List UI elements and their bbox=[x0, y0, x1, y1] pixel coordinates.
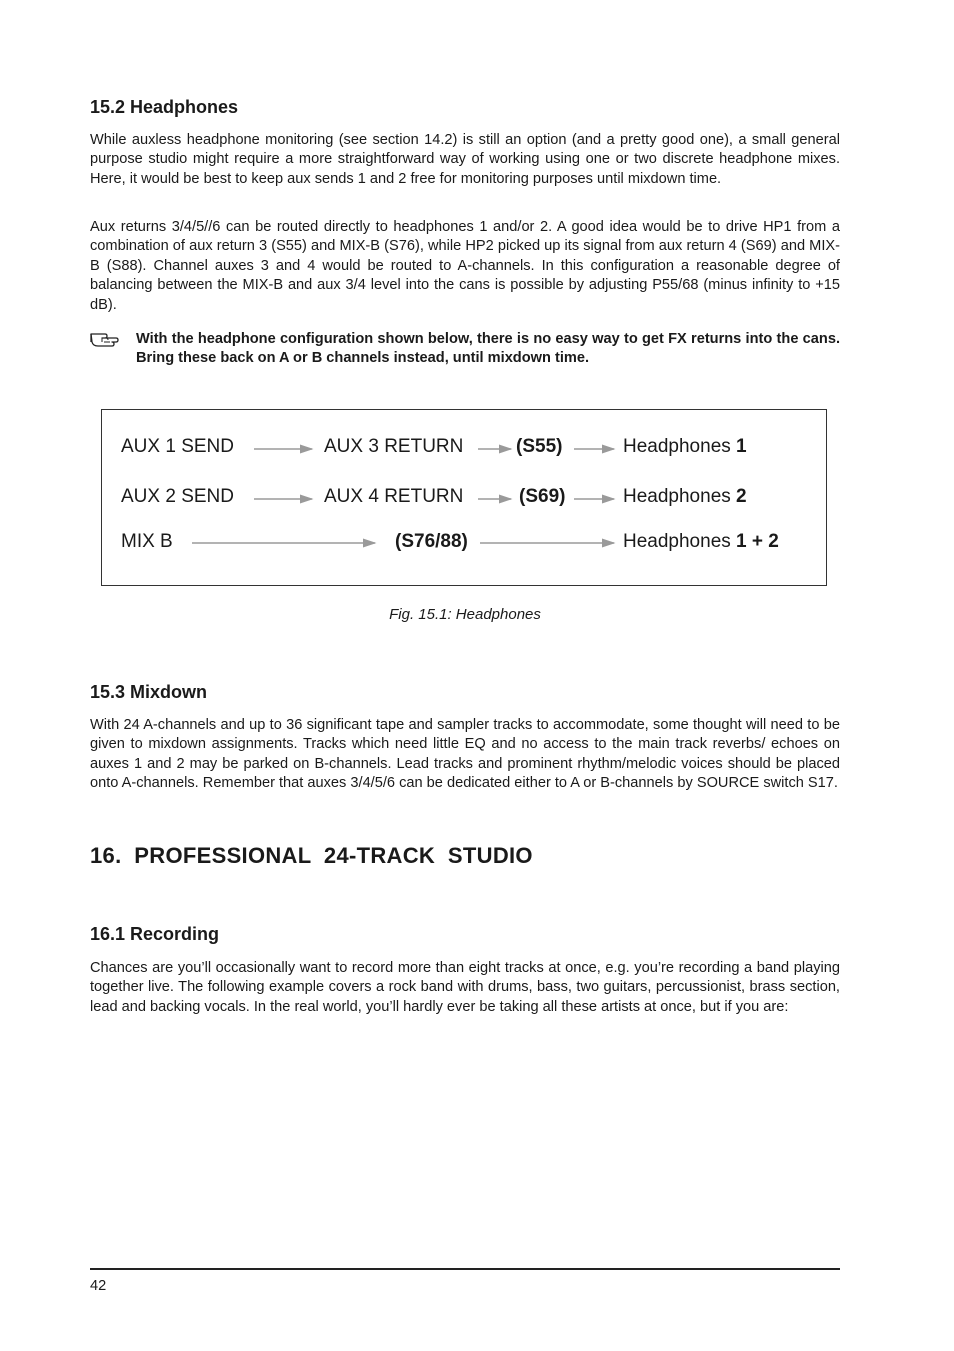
section-15-2-paragraph-2: Aux returns 3/4/5//6 can be routed directly to headphones 1 and/or 2. A good idea would be to drive HP1 from a combination of aux return 3 (S55) and MIX-B (S76), while HP2 picked up its signal from aux return 4 (S69) and MIX-B (S88). Channel auxes 3 and 4 would be routed to A-channels. In this configuration a reasonable degree of balancing between the MIX-B and aux 3/4 level into the cans is possible by adjusting P55/68 (minus infinity to +15 dB). bbox=[90, 219, 840, 313]
aux-3-return-label: AUX 3 RETURN bbox=[324, 436, 464, 457]
switch-s55-label: (S55) bbox=[516, 436, 563, 457]
pointing-hand-icon bbox=[90, 328, 122, 348]
section-16-1-paragraph: Chances are you’ll occasionally want to record more than eight tracks at once, e.g. you’re recording a band playing together live. The following example covers a rock band with drums, bass, two guitars, percussionist, brass section, lead and backing vocals. In the real world, you’ll hardly ever be taking all these artists at once, but if you are: bbox=[90, 960, 840, 1015]
aux-2-send-label: AUX 2 SEND bbox=[121, 486, 234, 507]
section-15-2-heading: 15.2 Headphones bbox=[90, 97, 239, 117]
footer-rule bbox=[90, 1268, 840, 1270]
aux-1-send-label: AUX 1 SEND bbox=[121, 436, 234, 457]
section-15-3-paragraph: With 24 A-channels and up to 36 significant tape and sampler tracks to accommodate, some thought will need to be given to mixdown assignments. Tracks which need little EQ and no access to the main track reverbs/ echoes on auxes 1 and 2 may be parked on B-channels. Lead tracks and prominent rhythm/melodic voices should be placed onto A-channels. Remember that auxes 3/4/5/6 can be dedicated either to A or B-channels by SOURCE switch S17. bbox=[90, 717, 840, 792]
headphones-1-label: Headphones 1 bbox=[623, 436, 747, 457]
headphones-1-2-label: Headphones 1 + 2 bbox=[623, 531, 779, 552]
switch-s69-label: (S69) bbox=[519, 486, 566, 507]
chapter-16-title: 16. PROFESSIONAL 24-TRACK STUDIO bbox=[90, 843, 533, 868]
figure-caption: Fig. 15.1: Headphones bbox=[389, 606, 541, 623]
aux-4-return-label: AUX 4 RETURN bbox=[324, 486, 464, 507]
mix-b-label: MIX B bbox=[121, 531, 173, 552]
switch-s76-88-label: (S76/88) bbox=[395, 531, 468, 552]
page-number: 42 bbox=[90, 1278, 107, 1294]
headphones-2-label: Headphones 2 bbox=[623, 486, 747, 507]
headphone-note: With the headphone configuration shown below, there is no easy way to get FX returns into the cans. Bring these back on A or B channels instead, until mixdown time. bbox=[136, 331, 840, 367]
section-15-2-paragraph-1: While auxless headphone monitoring (see section 14.2) is still an option (and a pretty good one), a small general purpose studio might require a more straightforward way of working using one or two discrete headphone mixes. Here, it would be best to keep aux sends 1 and 2 free for monitoring purposes until mixdown time. bbox=[90, 132, 840, 187]
section-15-3-heading: 15.3 Mixdown bbox=[90, 682, 208, 702]
section-16-1-heading: 16.1 Recording bbox=[90, 924, 220, 944]
headphone-routing-figure bbox=[101, 409, 827, 586]
